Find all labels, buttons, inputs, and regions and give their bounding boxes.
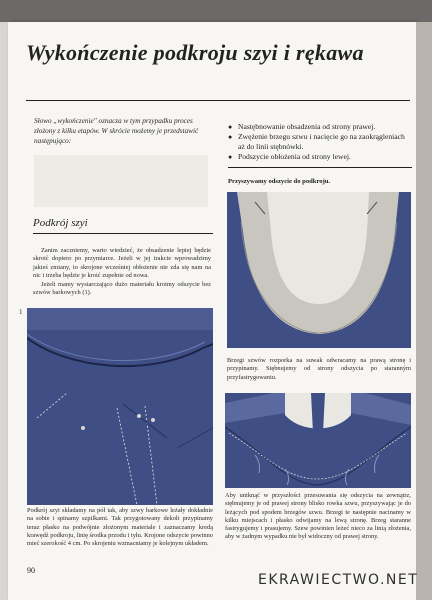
watermark: EKRAWIECTWO.NET [258,572,419,588]
scan-top-edge [0,0,432,22]
photo-neckline-topstitch [225,393,411,488]
intro-text: Słowo „wykończenie" oznacza w tym przypadku proces złożony z kilku etapów. W skrócie możemy je przedstawić następująco: [34,117,199,145]
photo-neckline-fabric [27,308,213,505]
section-rule [228,167,412,168]
page-number: 90 [27,566,35,575]
subheading-rule [33,233,213,234]
subheading: Podkrój szyi [33,217,88,229]
title-rule [26,100,410,101]
body-text [33,247,211,297]
caption-sewing-facing: Przyszywamy odszycie do podkroju. [228,178,331,185]
figure-number: 1 [19,308,23,316]
caption-understitch: Aby uniknąć w przyszłości przesuwania się odszycia na zewnątrz, stębnujemy je od prawej strony blisko rowka szwu, przyszywając je do leżących pod spodem brzegów szwu. Brzegi te następnie nacinamy w kilku miejscach i płasko odwijamy na lewą stronę. Brzeg staranne fastrygujemy i prasujemy. Szew powinien leżeć nieco za linią złożenia, aby w żadnym wypadku nie był widoczny od prawej strony. [225,492,411,541]
step-item: ● Podszycie obłożenia od strony lewej. [228,152,410,162]
shaded-box [34,155,208,207]
photo-facing-ring [227,192,411,348]
steps-list [228,122,410,162]
caption-fold-neckline: Podkrój szyi składamy na pół tak, aby szwy barkowe leżały dokładnie na sobie i spinamy szpilkami. Tak przygotowany dekolt przypinamy teraz płasko na podwójnie złożonym materiale i zaznaczamy kredą krawędź podkroju, linię środka przodu i tyłu. Krojone odszycie powinno mieć szerokość 4 cm. Po skrojeniu wzmacniamy je kolejnym układem. [27,507,213,548]
scan-right-edge [416,22,432,600]
step-item: ● Zwężenie brzegu szwu i nacięcie go na zaokrągleniach aż do linii stębnówki. [228,132,410,152]
body-paragraph: Zanim zaczniemy, warto wiedzieć, że obsadzenie lepiej będzie skroić dopiero po przymiarce. Jeżeli w jej trakcie wprowadzimy jakieś zmiany, to skrojone wcześniej obłożenie nie zda się nam na nic i trzeba będzie je kroić zupełnie od nowa. [33,247,211,280]
body-paragraph: Jeżeli mamy wystarczająco dużo materiału kroimy odszycie bez szwów barkowych (1). [33,280,211,297]
step-item: ● Nastębnowanie obsadzenia od strony prawej. [228,122,410,132]
page-title: Wykończenie podkroju szyi i rękawa [26,40,364,65]
caption-zipper-seams: Brzegi szwów rozporka na suwak odwracamy na prawą stronę i przypinamy. Stębnujemy od strony odszycia po staranným przyfastrygowaniu. [227,357,411,381]
